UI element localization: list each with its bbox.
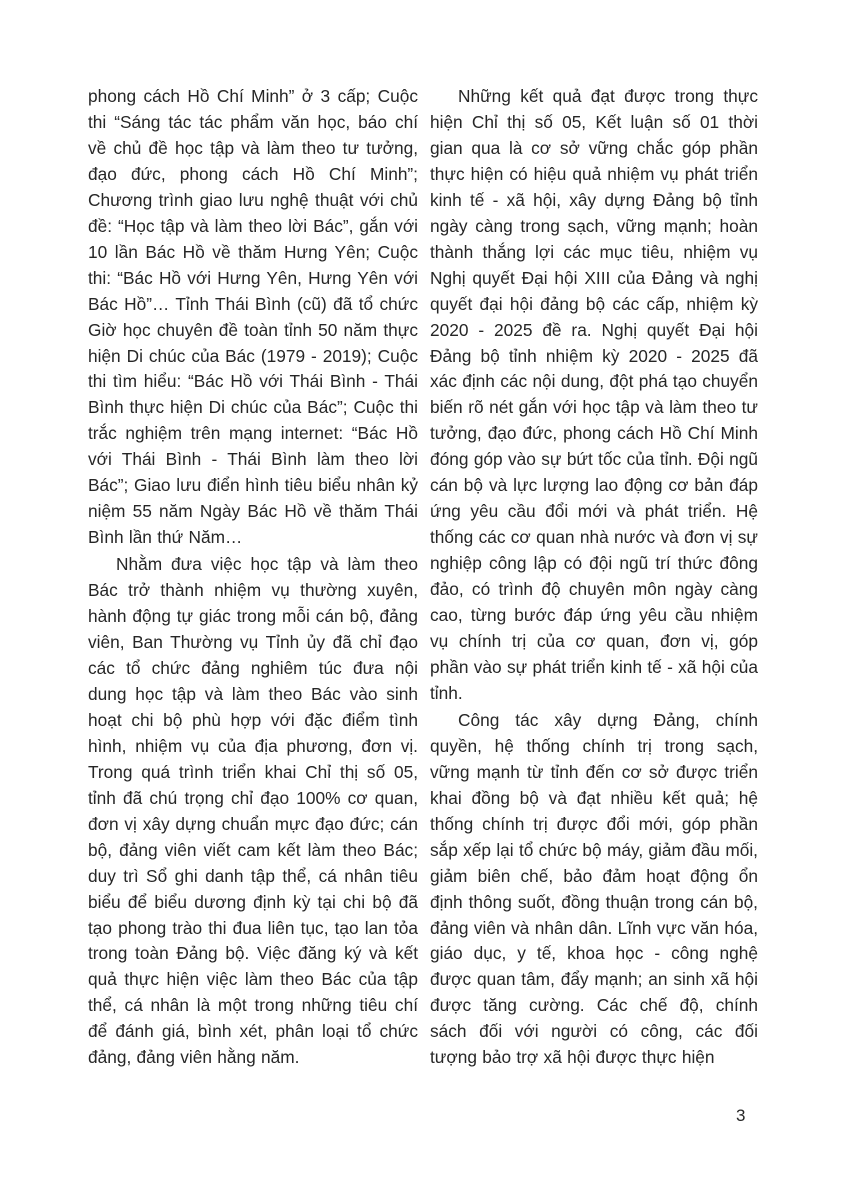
left-column <box>88 84 418 1071</box>
paragraph: phong cách Hồ Chí Minh” ở 3 cấp; Cuộc thi “Sáng tác tác phẩm văn học, báo chí về chủ đề học tập và làm theo tư tưởng, đạo đức, phong cách Hồ Chí Minh”; Chương trình giao lưu nghệ thuật với chủ đề: “Học tập và làm theo lời Bác”, gắn với 10 lần Bác Hồ về thăm Hưng Yên; Cuộc thi: “Bác Hồ với Hưng Yên, Hưng Yên với Bác Hồ”… Tỉnh Thái Bình (cũ) đã tổ chức Giờ học chuyên đề toàn tỉnh 50 năm thực hiện Di chúc của Bác (1979 - 2019); Cuộc thi tìm hiểu: “Bác Hồ với Thái Bình - Thái Bình thực hiện Di chúc của Bác”; Cuộc thi trắc nghiệm trên mạng internet: “Bác Hồ với Thái Bình - Thái Bình làm theo lời Bác”; Giao lưu điển hình tiêu biểu nhân kỷ niệm 55 năm Ngày Bác Hồ về thăm Thái Bình lần thứ Năm… <box>88 86 418 548</box>
paragraph: Nhằm đưa việc học tập và làm theo Bác trở thành nhiệm vụ thường xuyên, hành động tự giác trong mỗi cán bộ, đảng viên, Ban Thường vụ Tỉnh ủy đã chỉ đạo các tổ chức đảng nghiêm túc đưa nội dung học tập và làm theo Bác vào sinh hoạt chi bộ phù hợp với đặc điểm tình hình, nhiệm vụ của địa phương, đơn vị. Trong quá trình triển khai Chỉ thị số 05, tỉnh đã chú trọng chỉ đạo 100% cơ quan, đơn vị xây dựng chuẩn mực đạo đức; cán bộ, đảng viên viết cam kết làm theo Bác; duy trì Sổ ghi danh tập thể, cá nhân tiêu biểu để biểu dương định kỳ tại chi bộ đã tạo phong trào thi đua liên tục, tạo lan tỏa trong toàn Đảng bộ. Việc đăng ký và kết quả thực hiện việc làm theo Bác của tập thể, cá nhân là một trong những tiêu chí để đánh giá, bình xét, phân loại tổ chức đảng, đảng viên hằng năm. <box>88 554 418 1068</box>
right-column <box>430 84 758 1071</box>
paragraph: Những kết quả đạt được trong thực hiện Chỉ thị số 05, Kết luận số 01 thời gian qua là cơ sở vững chắc góp phần thực hiện có hiệu quả nhiệm vụ phát triển kinh tế - xã hội, xây dựng Đảng bộ tỉnh ngày càng trong sạch, vững mạnh; hoàn thành thắng lợi các mục tiêu, nhiệm vụ Nghị quyết Đại hội XIII của Đảng và nghị quyết đại hội đảng bộ các cấp, nhiệm kỳ 2020 - 2025 đề ra. Nghị quyết Đại hội Đảng bộ tỉnh nhiệm kỳ 2020 - 2025 đã xác định các nội dung, đột phá tạo chuyển biến rõ nét gắn với học tập và làm theo tư tưởng, đạo đức, phong cách Hồ Chí Minh đóng góp vào sự bứt tốc của tỉnh. Đội ngũ cán bộ và lực lượng lao động cơ bản đáp ứng yêu cầu đổi mới và phát triển. Hệ thống các cơ quan nhà nước và đơn vị sự nghiệp công lập có đội ngũ trí thức đông đảo, có trình độ chuyên môn ngày càng cao, từng bước đáp ứng yêu cầu nhiệm vụ chính trị của cơ quan, đơn vị, góp phần vào sự phát triển kinh tế - xã hội của tỉnh. <box>430 86 758 703</box>
paragraph: Công tác xây dựng Đảng, chính quyền, hệ thống chính trị trong sạch, vững mạnh từ tỉnh đến cơ sở được triển khai đồng bộ và đạt nhiều kết quả; hệ thống chính trị được đổi mới, góp phần sắp xếp lại tổ chức bộ máy, giảm đầu mối, giảm biên chế, bảo đảm hoạt động ổn định thông suốt, đồng thuận trong cán bộ, đảng viên và nhân dân. Lĩnh vực văn hóa, giáo dục, y tế, khoa học - công nghệ được quan tâm, đẩy mạnh; an sinh xã hội được tăng cường. Các chế độ, chính sách đối với người có công, các đối tượng bảo trợ xã hội được thực hiện <box>430 709 758 1068</box>
page-number: 3 <box>736 1106 746 1125</box>
